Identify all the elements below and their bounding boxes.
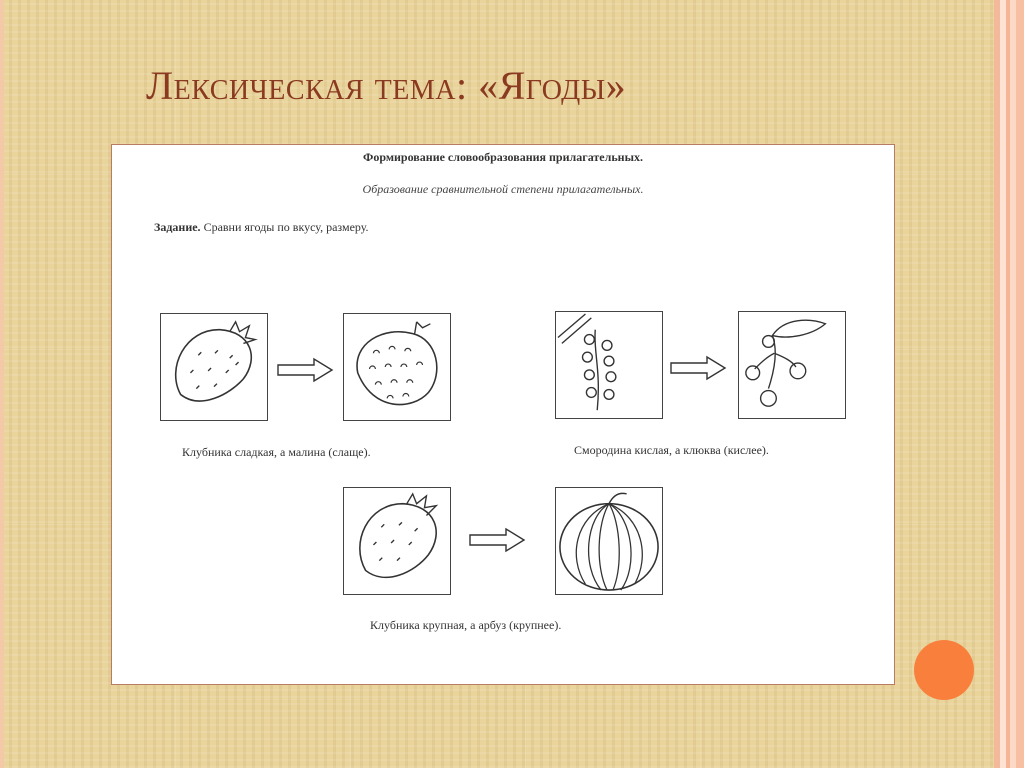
orange-accent-dot [914, 640, 974, 700]
worksheet [111, 144, 895, 685]
cranberry-picture [738, 311, 846, 419]
arrow-right-icon [669, 355, 727, 381]
caption-pair-1: Клубника сладкая, а малина (слаще). [182, 445, 371, 459]
strawberry-picture-large [343, 487, 451, 595]
cranberry-icon [739, 312, 845, 418]
right-decorative-stripes [994, 0, 1024, 768]
worksheet-heading: Формирование словообразования прилагательных. [363, 150, 643, 164]
task-label: Задание. [154, 220, 201, 234]
caption-pair-3: Клубника крупная, а арбуз (крупнее). [370, 618, 562, 632]
watermelon-icon [556, 488, 662, 594]
slide-title: Лексическая тема: «Ягоды» [146, 63, 627, 108]
left-border [0, 0, 4, 768]
strawberry-picture [160, 313, 268, 421]
strawberry-icon [161, 314, 267, 420]
currant-picture [555, 311, 663, 419]
worksheet-subheading: Образование сравнительной степени прилагательных. [362, 182, 644, 196]
raspberry-icon [344, 314, 450, 420]
arrow-right-icon [276, 357, 334, 383]
watermelon-picture [555, 487, 663, 595]
task-text: Сравни ягоды по вкусу, размеру. [200, 220, 369, 234]
task-line [154, 220, 369, 235]
raspberry-picture [343, 313, 451, 421]
caption-pair-2: Смородина кислая, а клюква (кислее). [574, 443, 769, 457]
strawberry-icon [344, 488, 450, 594]
currant-icon [556, 312, 662, 418]
arrow-right-icon [468, 527, 526, 553]
